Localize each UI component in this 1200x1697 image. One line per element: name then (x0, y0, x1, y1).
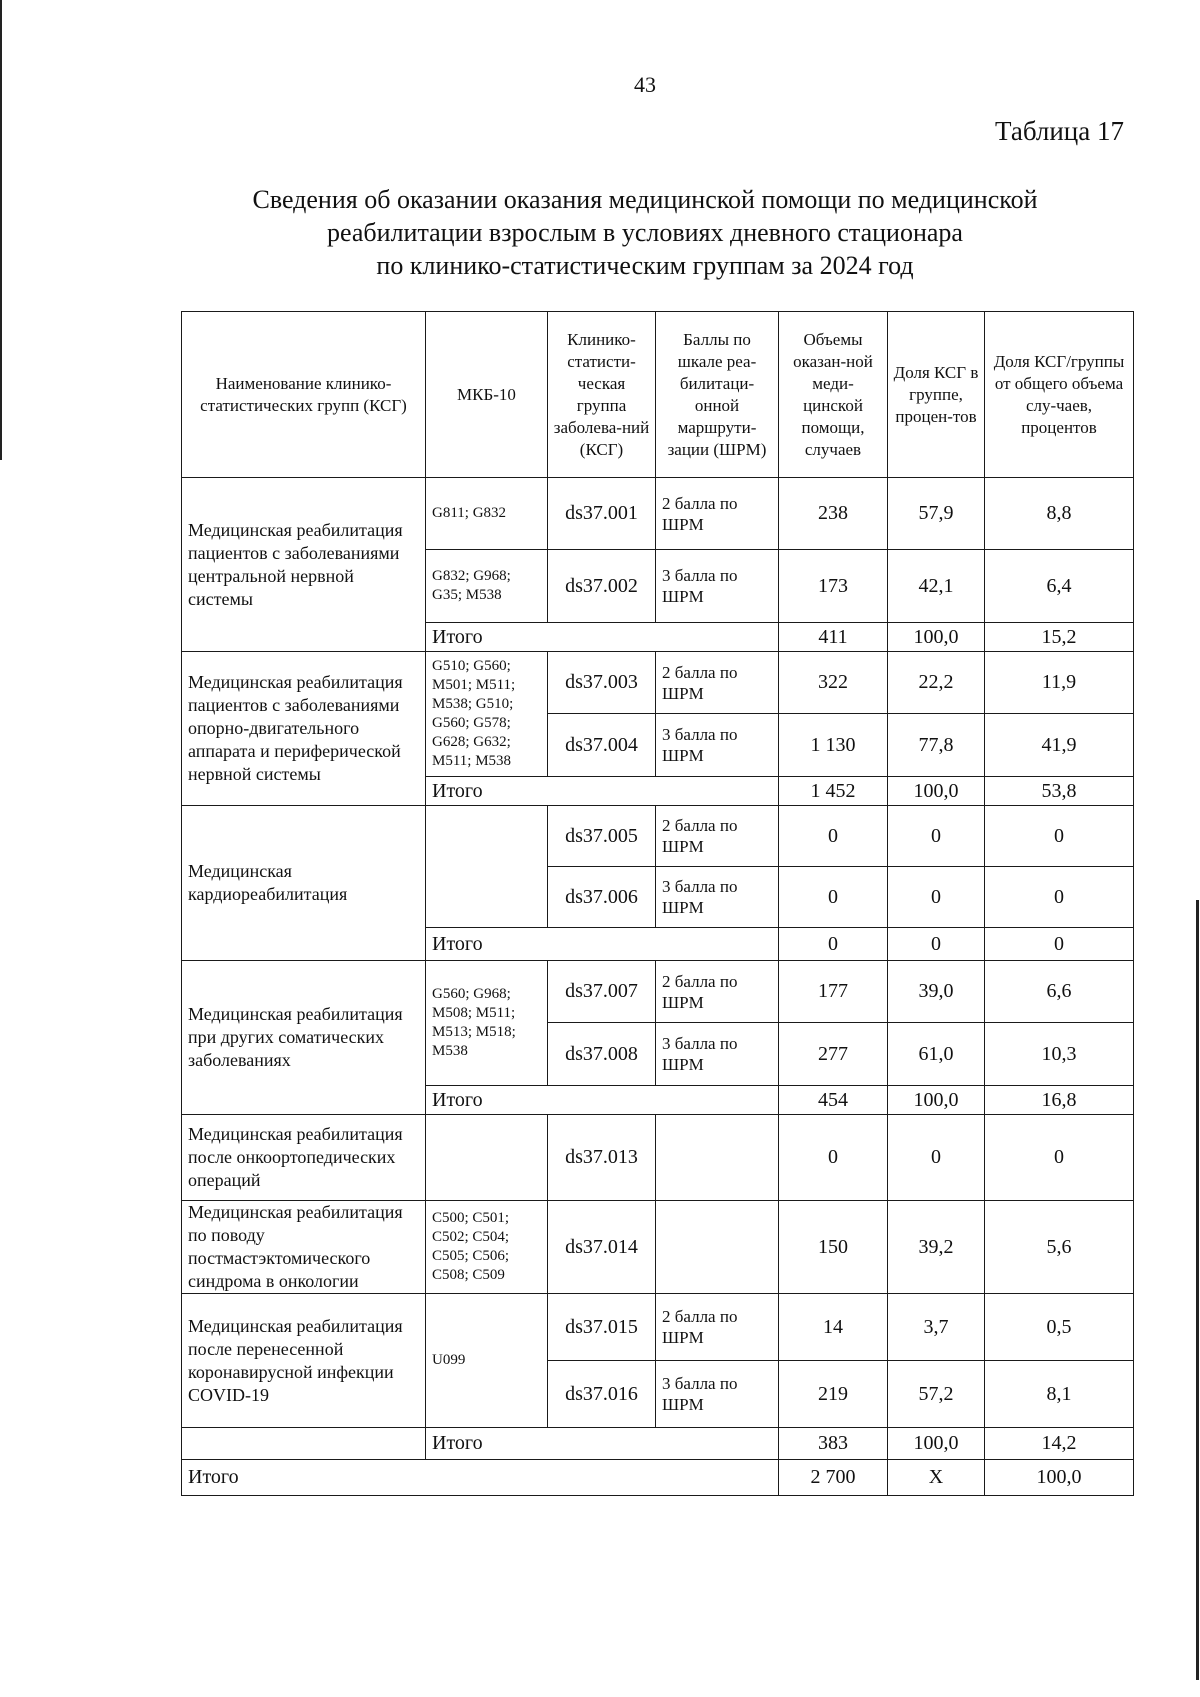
document-title (180, 183, 1110, 282)
header-share-group: Доля КСГ в группе, процен-тов (888, 312, 985, 478)
volume-cell: 238 (779, 478, 888, 550)
volume-cell: 14 (779, 1294, 888, 1361)
share-total-cell: 15,2 (985, 623, 1134, 652)
mkb-cell: C500; C501; C502; C504; C505; C506; C508; C509 (426, 1201, 548, 1294)
group-name: Медицинская реабилитация после онкоортопедических операций (182, 1115, 426, 1201)
page-number: 43 (634, 72, 656, 97)
subtotal-label: Итого (426, 1428, 779, 1460)
share-group-cell: 22,2 (888, 652, 985, 714)
shrm-cell: 2 балла по ШРМ (656, 806, 779, 867)
subtotal-label: Итого (426, 623, 779, 652)
table-row (182, 1201, 1134, 1294)
volume-cell: 173 (779, 550, 888, 623)
mkb-cell (426, 1115, 548, 1201)
share-group-cell: 100,0 (888, 1428, 985, 1460)
volume-cell: 0 (779, 867, 888, 928)
scan-edge-left (0, 0, 2, 460)
share-total-cell: 6,4 (985, 550, 1134, 623)
share-total-cell: 41,9 (985, 714, 1134, 777)
group-name: Медицинская реабилитация по поводу постмастэктомического синдрома в онкологии (182, 1201, 426, 1294)
mkb-cell (426, 806, 548, 928)
share-group-cell: 3,7 (888, 1294, 985, 1361)
share-total-cell: 16,8 (985, 1086, 1134, 1115)
share-total-cell: 8,8 (985, 478, 1134, 550)
group-name: Медицинская реабилитация пациентов с заболеваниями центральной нервной системы (182, 478, 426, 652)
ksg-table (181, 311, 1134, 1496)
volume-cell: 219 (779, 1361, 888, 1428)
share-total-cell: 0 (985, 806, 1134, 867)
ksg-cell: ds37.015 (548, 1294, 656, 1361)
ksg-cell: ds37.007 (548, 961, 656, 1023)
share-group-cell: 42,1 (888, 550, 985, 623)
table-header-row (182, 312, 1134, 478)
share-total-cell: 5,6 (985, 1201, 1134, 1294)
share-total-cell: 11,9 (985, 652, 1134, 714)
share-group-cell: 61,0 (888, 1023, 985, 1086)
share-total-cell: 0 (985, 1115, 1134, 1201)
ksg-cell: ds37.001 (548, 478, 656, 550)
group-name: Медицинская кардиореабилитация (182, 806, 426, 961)
group-name: Медицинская реабилитация при других соматических заболеваниях (182, 961, 426, 1115)
ksg-cell: ds37.016 (548, 1361, 656, 1428)
shrm-cell: 2 балла по ШРМ (656, 652, 779, 714)
share-group-cell: 0 (888, 867, 985, 928)
mkb-cell: G510; G560; M501; M511; M538; G510; G560; G578; G628; G632; M511; M538 (426, 652, 548, 777)
title-line: реабилитации взрослым в условиях дневного стационара (327, 218, 963, 247)
ksg-cell: ds37.002 (548, 550, 656, 623)
share-group-cell: 0 (888, 928, 985, 961)
header-ksg: Клинико-статисти-ческая группа заболева-ний (КСГ) (548, 312, 656, 478)
volume-cell: 411 (779, 623, 888, 652)
share-group-cell: 0 (888, 806, 985, 867)
empty-cell (182, 1428, 426, 1460)
volume-cell: 277 (779, 1023, 888, 1086)
share-group-cell: 100,0 (888, 777, 985, 806)
table-row (182, 961, 1134, 1023)
table-label: Таблица 17 (995, 116, 1124, 146)
volume-cell: 383 (779, 1428, 888, 1460)
shrm-cell: 3 балла по ШРМ (656, 1361, 779, 1428)
group-name: Медицинская реабилитация пациентов с заболеваниями опорно-двигательного аппарата и периферической нервной системы (182, 652, 426, 806)
volume-cell: 322 (779, 652, 888, 714)
ksg-cell: ds37.008 (548, 1023, 656, 1086)
table-row (182, 806, 1134, 867)
shrm-cell: 3 балла по ШРМ (656, 1023, 779, 1086)
share-total-cell: 0 (985, 928, 1134, 961)
table-row (182, 1115, 1134, 1201)
volume-cell: 1 130 (779, 714, 888, 777)
ksg-cell: ds37.005 (548, 806, 656, 867)
header-shrm: Баллы по шкале реа-билитаци-онной маршрути-зации (ШРМ) (656, 312, 779, 478)
mkb-cell: G832; G968; G35; M538 (426, 550, 548, 623)
group-name: Медицинская реабилитация после перенесенной коронавирусной инфекции COVID-19 (182, 1294, 426, 1428)
volume-cell: 0 (779, 928, 888, 961)
title-line: Сведения об оказании оказания медицинской помощи по медицинской (252, 185, 1038, 214)
subtotal-row (182, 1428, 1134, 1460)
title-line: по клинико-статистическим группам за 2024 год (376, 251, 914, 280)
table-row (182, 1294, 1134, 1361)
share-group-cell: 100,0 (888, 623, 985, 652)
share-total-cell: 0 (985, 867, 1134, 928)
scan-edge-right (1196, 900, 1199, 1680)
mkb-cell: G811; G832 (426, 478, 548, 550)
shrm-cell (656, 1201, 779, 1294)
header-name: Наименование клинико-статистических групп (КСГ) (182, 312, 426, 478)
shrm-cell: 2 балла по ШРМ (656, 961, 779, 1023)
share-group-cell: 39,2 (888, 1201, 985, 1294)
volume-cell: 150 (779, 1201, 888, 1294)
volume-cell: 1 452 (779, 777, 888, 806)
mkb-cell: U099 (426, 1294, 548, 1428)
ksg-cell: ds37.006 (548, 867, 656, 928)
share-total-cell: 6,6 (985, 961, 1134, 1023)
share-group-cell: 39,0 (888, 961, 985, 1023)
share-total-cell: 0,5 (985, 1294, 1134, 1361)
shrm-cell: 2 балла по ШРМ (656, 1294, 779, 1361)
table-row (182, 652, 1134, 714)
mkb-cell: G560; G968; M508; M511; M513; M518; M538 (426, 961, 548, 1086)
volume-cell: 2 700 (779, 1460, 888, 1496)
share-total-cell: 10,3 (985, 1023, 1134, 1086)
subtotal-label: Итого (426, 1086, 779, 1115)
header-mkb: МКБ-10 (426, 312, 548, 478)
header-share-total: Доля КСГ/группы от общего объема слу-чаев, процентов (985, 312, 1134, 478)
share-total-cell: 53,8 (985, 777, 1134, 806)
ksg-cell: ds37.003 (548, 652, 656, 714)
grand-total-label: Итого (182, 1460, 779, 1496)
share-group-cell: 57,2 (888, 1361, 985, 1428)
subtotal-label: Итого (426, 928, 779, 961)
shrm-cell (656, 1115, 779, 1201)
share-group-cell: 0 (888, 1115, 985, 1201)
share-group-cell: 77,8 (888, 714, 985, 777)
ksg-cell: ds37.013 (548, 1115, 656, 1201)
subtotal-label: Итого (426, 777, 779, 806)
volume-cell: 0 (779, 1115, 888, 1201)
share-group-cell: X (888, 1460, 985, 1496)
ksg-cell: ds37.014 (548, 1201, 656, 1294)
volume-cell: 177 (779, 961, 888, 1023)
grand-total-row (182, 1460, 1134, 1496)
shrm-cell: 3 балла по ШРМ (656, 550, 779, 623)
volume-cell: 0 (779, 806, 888, 867)
shrm-cell: 2 балла по ШРМ (656, 478, 779, 550)
share-total-cell: 14,2 (985, 1428, 1134, 1460)
header-volume: Объемы оказан-ной меди-цинской помощи, случаев (779, 312, 888, 478)
shrm-cell: 3 балла по ШРМ (656, 867, 779, 928)
table-row (182, 478, 1134, 550)
share-group-cell: 100,0 (888, 1086, 985, 1115)
share-total-cell: 100,0 (985, 1460, 1134, 1496)
shrm-cell: 3 балла по ШРМ (656, 714, 779, 777)
share-group-cell: 57,9 (888, 478, 985, 550)
share-total-cell: 8,1 (985, 1361, 1134, 1428)
volume-cell: 454 (779, 1086, 888, 1115)
ksg-cell: ds37.004 (548, 714, 656, 777)
